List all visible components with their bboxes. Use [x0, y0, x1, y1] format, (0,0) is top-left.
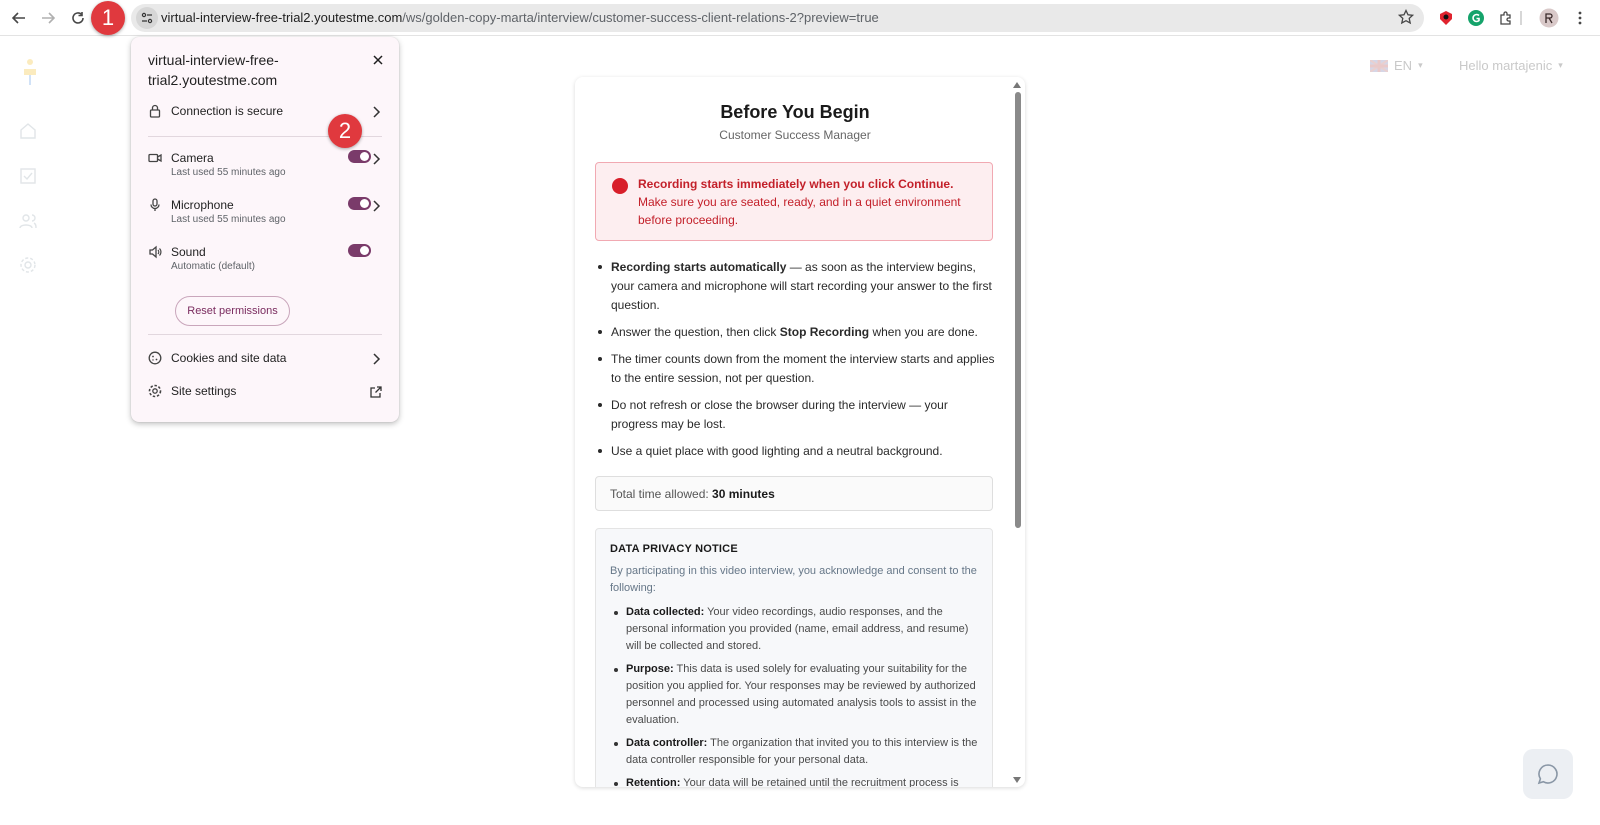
card-subtitle: Customer Success Manager: [719, 128, 871, 142]
list-item-bold: Purpose:: [626, 663, 674, 675]
close-icon[interactable]: [369, 51, 387, 69]
microphone-icon: [148, 198, 164, 214]
uk-flag-icon: [1370, 60, 1388, 72]
list-item: [610, 735, 980, 769]
microphone-last-used: Last used 55 minutes ago: [171, 214, 286, 225]
list-item: [610, 604, 980, 655]
reload-icon[interactable]: [66, 6, 90, 30]
chevron-down-icon: ▾: [1418, 60, 1423, 70]
settings-gear-icon[interactable]: [19, 256, 39, 276]
time-value: 30 minutes: [712, 487, 775, 501]
chat-button[interactable]: [1523, 749, 1573, 799]
url-host: virtual-interview-free-trial2.youtestme.com: [161, 10, 403, 25]
chevron-right-icon: [369, 352, 383, 366]
scroll-thumb[interactable]: [1015, 92, 1021, 528]
list-item: [610, 775, 980, 787]
app-sidebar: [0, 37, 58, 825]
sound-toggle[interactable]: [348, 244, 371, 257]
users-icon[interactable]: [19, 212, 39, 232]
camera-toggle[interactable]: [348, 150, 371, 163]
annotation-marker-1: 1: [91, 1, 125, 35]
cookie-icon: [148, 351, 164, 367]
user-greeting: Hello martajenic: [1459, 58, 1553, 73]
back-icon[interactable]: [7, 6, 31, 30]
list-item-text: Answer the question, then click: [611, 325, 780, 339]
url-path: /ws/golden-copy-marta/interview/customer-success-client-relations-2?preview=true: [402, 10, 879, 25]
microphone-permission-row[interactable]: [148, 198, 383, 232]
browser-toolbar: [0, 0, 1600, 36]
privacy-intro: By participating in this video interview, you acknowledge and consent to the following:: [610, 565, 977, 594]
list-item-bold: Data controller:: [626, 737, 708, 749]
sound-label: Sound: [171, 245, 206, 259]
chat-bubble-icon: [1537, 763, 1559, 785]
site-settings-label: Site settings: [171, 384, 237, 398]
total-time-box: [595, 476, 993, 511]
list-item: [595, 442, 995, 461]
card-title: Before You Begin: [720, 102, 870, 122]
list-item-text: The organization that invited you to this interview is the data controller responsible for your personal data.: [626, 737, 978, 766]
alert-bold-text: Recording starts immediately when you click Continue.: [638, 177, 954, 191]
language-label: EN: [1394, 58, 1413, 73]
list-item-text: The timer counts down from the moment the interview starts and applies to the entire session, not per question.: [611, 352, 995, 385]
list-item-text: when you are done.: [869, 325, 978, 339]
forward-icon[interactable]: [36, 6, 60, 30]
privacy-notice: [595, 528, 993, 787]
connection-label: Connection is secure: [171, 104, 284, 118]
instructions-list: [595, 258, 995, 469]
url-text[interactable]: [161, 10, 879, 25]
microphone-toggle[interactable]: [348, 197, 371, 210]
list-item-text: — as soon as the interview begins, your camera and microphone will start recording your answer to the first question.: [611, 260, 992, 312]
extension-red-icon[interactable]: [1436, 8, 1456, 28]
list-item-text: Use a quiet place with good lighting and a neutral background.: [611, 444, 943, 458]
list-item-bold: Stop Recording: [779, 325, 870, 339]
chevron-right-icon[interactable]: [369, 199, 383, 213]
alert-body-text: Make sure you are seated, ready, and in a quiet environment before proceeding.: [638, 195, 961, 227]
cookies-row[interactable]: [148, 351, 383, 385]
external-link-icon: [369, 385, 383, 399]
list-item: [595, 258, 995, 315]
lock-icon: [148, 104, 164, 120]
privacy-title: DATA PRIVACY NOTICE: [610, 543, 738, 555]
recording-dot-icon: [612, 178, 628, 194]
bookmark-star-icon[interactable]: [1398, 9, 1416, 27]
before-you-begin-card: [575, 77, 1025, 787]
scroll-down-arrow-icon[interactable]: [1013, 777, 1021, 783]
address-bar[interactable]: [131, 4, 1424, 32]
alert-text: [638, 175, 983, 229]
chevron-down-icon: ▾: [1558, 60, 1563, 70]
annotation-marker-2: 2: [328, 114, 362, 148]
list-item-text: This data is used solely for evaluating your suitability for the position you applied for. Your responses may be reviewed by authorized personnel and processed using automated analysis tools to assist in the evaluation.: [626, 663, 977, 726]
list-item-bold: Recording starts automatically: [611, 260, 787, 274]
home-icon[interactable]: [19, 122, 39, 142]
list-item: [610, 661, 980, 729]
extensions-puzzle-icon[interactable]: [1496, 8, 1516, 28]
camera-permission-row[interactable]: [148, 151, 383, 185]
user-menu[interactable]: [1459, 58, 1563, 73]
grammarly-icon[interactable]: [1466, 8, 1486, 28]
app-logo-icon: [20, 59, 40, 79]
time-label: Total time allowed:: [610, 487, 713, 501]
site-info-popup: [131, 37, 399, 422]
list-item-bold: Data collected:: [626, 606, 705, 618]
list-item: [595, 396, 995, 434]
list-item-bold: Retention:: [626, 777, 681, 787]
language-selector[interactable]: [1370, 58, 1423, 73]
camera-last-used: Last used 55 minutes ago: [171, 167, 286, 178]
sound-setting: Automatic (default): [171, 261, 255, 272]
speaker-icon: [148, 245, 164, 261]
list-item-text: Do not refresh or close the browser during the interview — your progress may be lost.: [611, 398, 948, 431]
gear-icon: [148, 384, 164, 400]
camera-icon: [148, 151, 164, 167]
chevron-right-icon[interactable]: [369, 152, 383, 166]
sound-permission-row[interactable]: [148, 245, 383, 279]
microphone-label: Microphone: [171, 198, 234, 212]
privacy-list: [610, 604, 980, 787]
browser-menu-icon[interactable]: [1570, 8, 1590, 28]
scroll-up-arrow-icon[interactable]: [1013, 82, 1021, 88]
recording-alert: [595, 162, 993, 241]
reset-permissions-button[interactable]: Reset permissions: [175, 296, 290, 326]
profile-avatar[interactable]: [1539, 8, 1559, 28]
list-item: [595, 350, 995, 388]
chevron-right-icon: [369, 105, 383, 119]
tests-icon[interactable]: [19, 167, 39, 187]
toolbar-divider: [1520, 11, 1522, 25]
cookies-label: Cookies and site data: [171, 351, 287, 365]
camera-label: Camera: [171, 151, 214, 165]
card-scrollbar[interactable]: [1012, 82, 1022, 785]
list-item-text: Your video recordings, audio responses, and the personal information you provided (name, email address, and resume) will be collected and stored.: [626, 606, 969, 652]
popup-host: virtual-interview-free-trial2.youtestme.com: [148, 52, 279, 88]
site-info-icon[interactable]: [136, 7, 158, 29]
list-item-text: Your data will be retained until the recruitment process is: [680, 777, 959, 787]
divider: [148, 334, 382, 335]
list-item: [595, 323, 995, 342]
site-settings-row[interactable]: [148, 384, 383, 418]
